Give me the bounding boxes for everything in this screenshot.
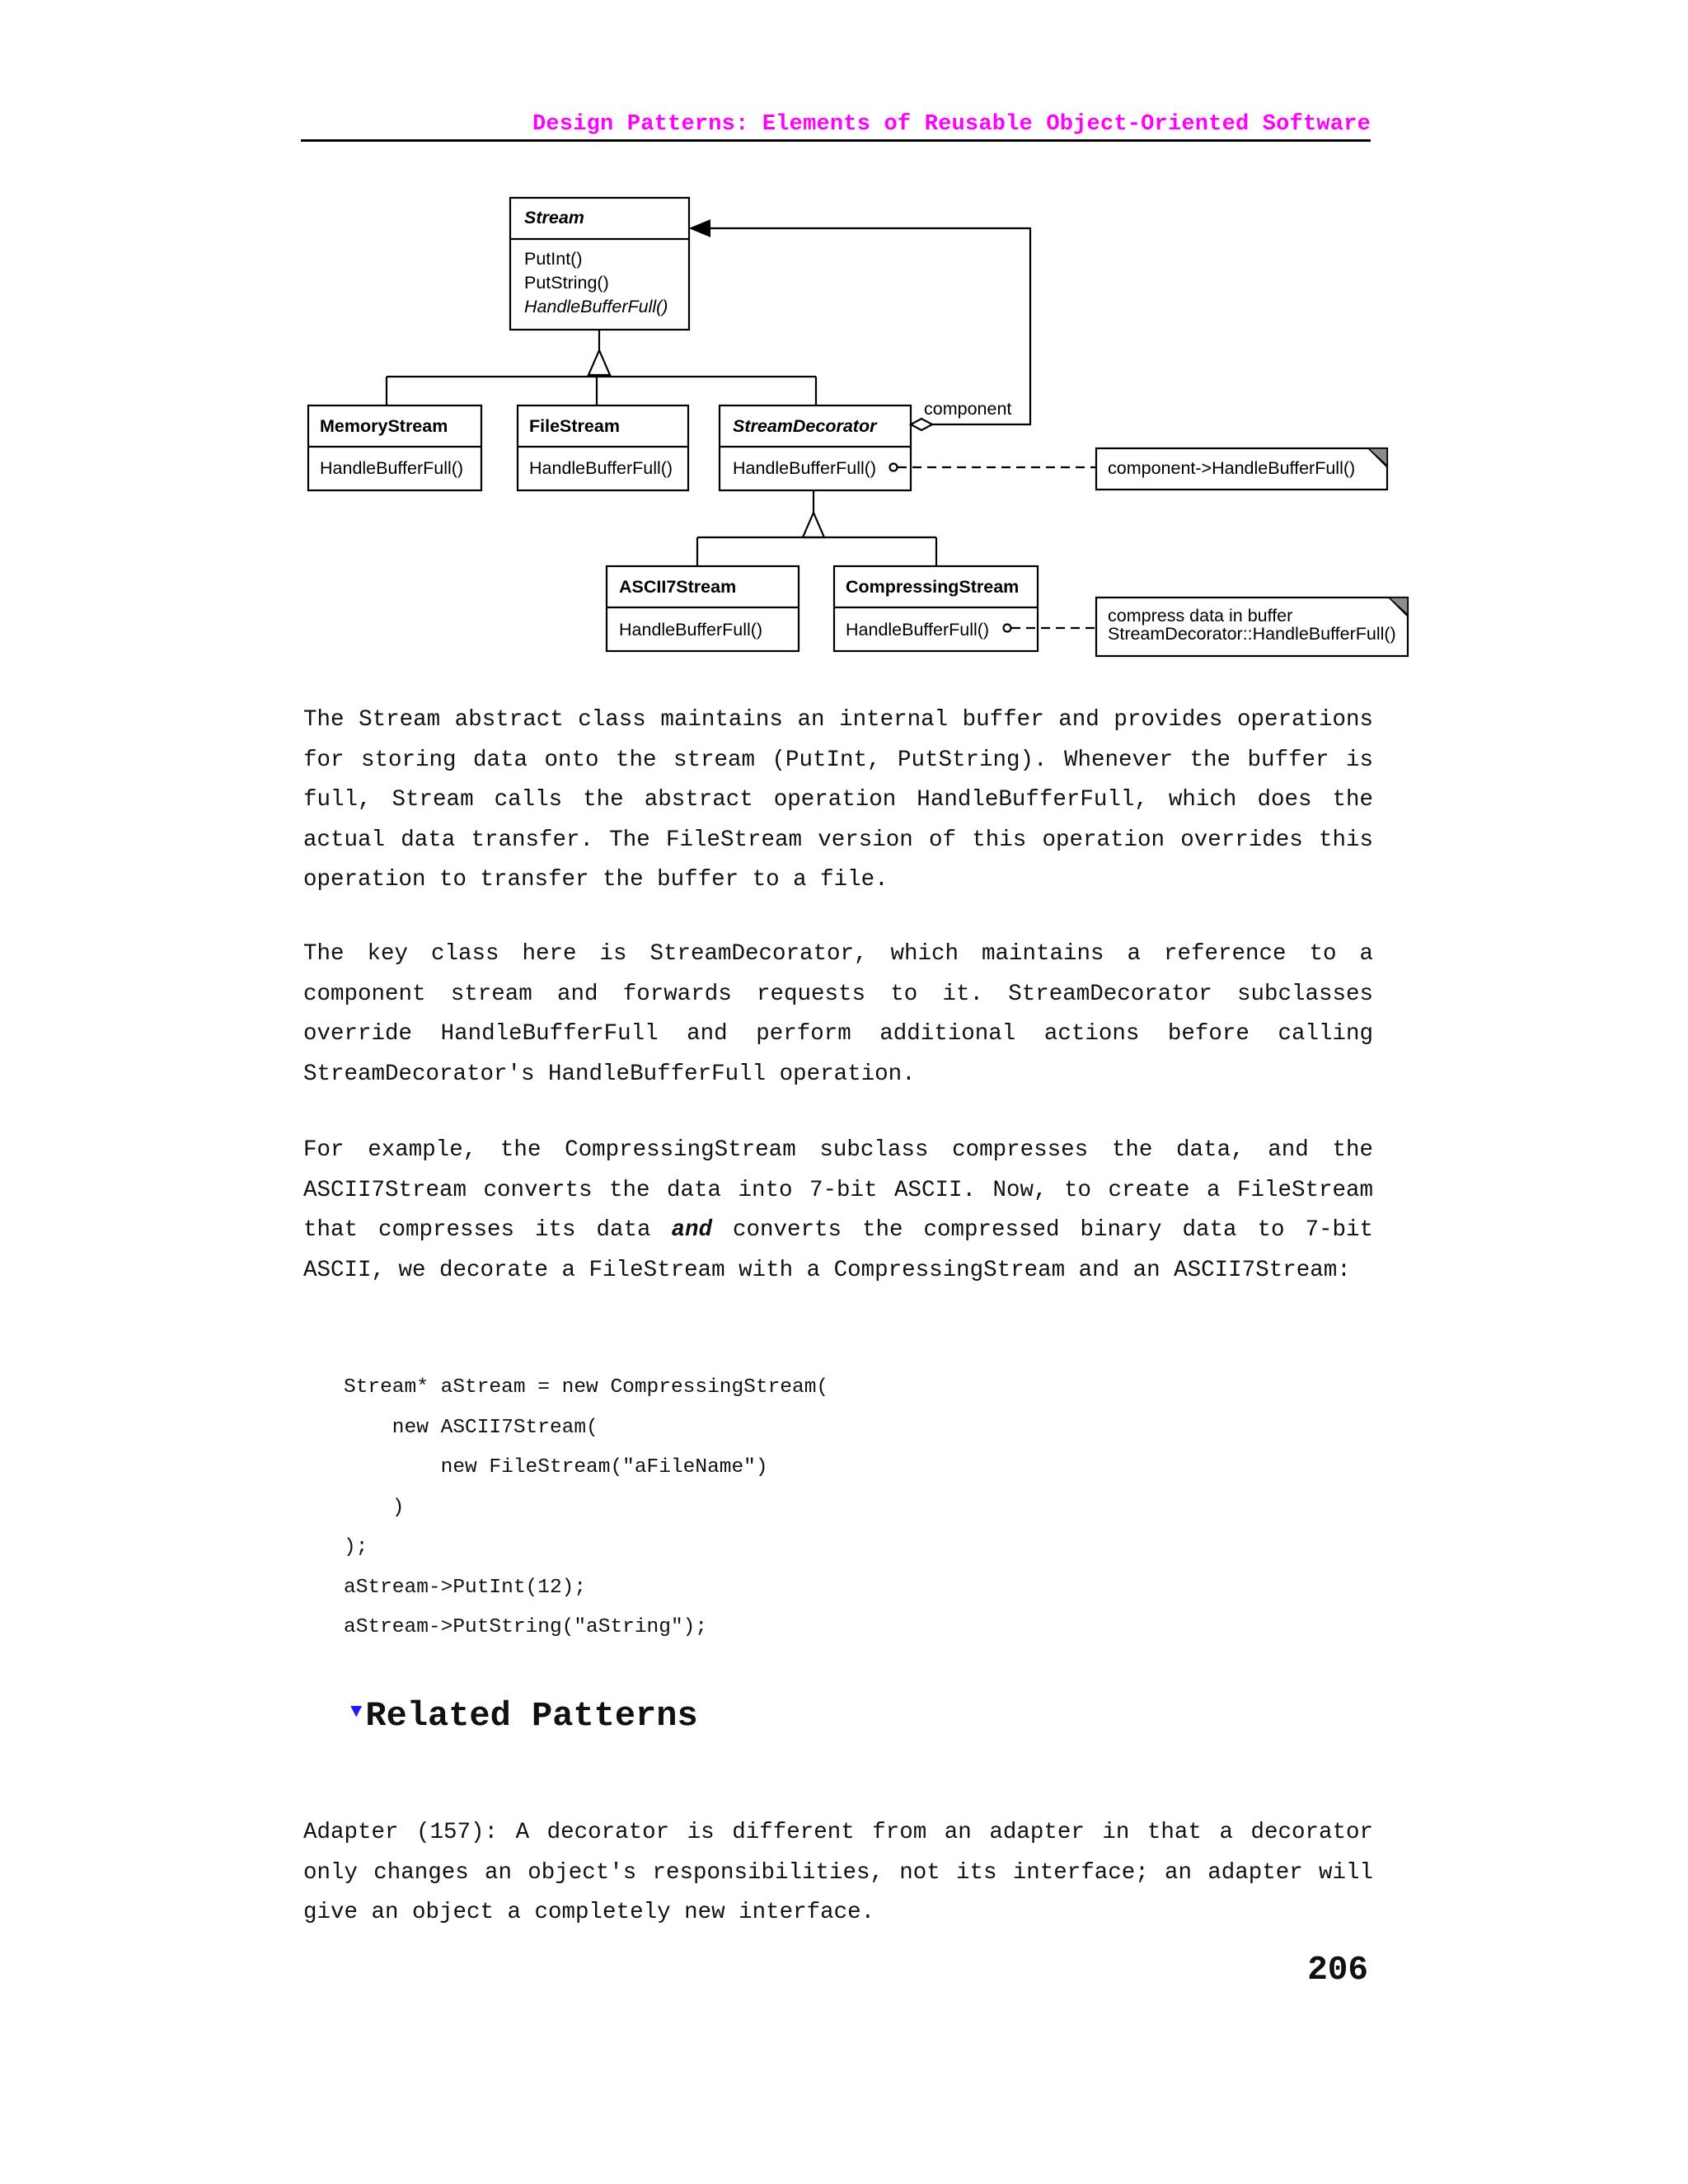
- code-line: new FileStream("aFileName"): [344, 1456, 768, 1479]
- filestream-op: HandleBufferFull(): [529, 458, 673, 478]
- paragraph-stream-description: The Stream abstract class maintains an internal buffer and provides operations for storing data onto the stream (PutInt, PutString). Whenever the buffer is full, Stream calls the abstract operation HandleBufferFull, which does the actual data transfer. The FileStream version of this operation overrides this operation to transfer the buffer to a file.: [303, 707, 1373, 893]
- paragraph-example-part1: For example, the CompressingStream subclass compresses the data, and the ASCII7Stream converts the data into 7-bit ASCII. Now, to create a FileStream that compresses its data: [303, 1137, 1373, 1243]
- emphasis-and: and: [671, 1217, 713, 1243]
- aggregation-diamond: [911, 419, 932, 430]
- code-line: aStream->PutInt(12);: [344, 1576, 587, 1599]
- stream-class-name: Stream: [524, 208, 584, 227]
- paragraph-example: [303, 1131, 1373, 1291]
- component-label: component: [924, 399, 1012, 419]
- compress-note-line1: compress data in buffer: [1108, 606, 1293, 626]
- compress-note-line2: StreamDecorator::HandleBufferFull(): [1108, 624, 1396, 644]
- code-block: [344, 1368, 828, 1648]
- class-diagram: [305, 190, 1426, 668]
- paragraph-streamdecorator: The key class here is StreamDecorator, which maintains a reference to a component stream and forwards requests to it. StreamDecorator subclasses override HandleBufferFull and perform additional actions before calling StreamDecorator's HandleBufferFull operation.: [303, 941, 1373, 1087]
- stream-op-putstring: PutString(): [524, 273, 609, 293]
- paragraph-adapter: Adapter (157): A decorator is different from an adapter in that a decorator only changes an object's responsibilities, not its interface; an adapter will give an object a completely new interface.: [303, 1820, 1373, 1925]
- section-heading-related-patterns: [350, 1696, 698, 1746]
- code-line: aStream->PutString("aString");: [344, 1616, 708, 1638]
- decorator-note-text: component->HandleBufferFull(): [1108, 458, 1356, 478]
- code-line: );: [344, 1536, 368, 1558]
- memorystream-op: HandleBufferFull(): [320, 458, 464, 478]
- memorystream-class-name: MemoryStream: [320, 416, 448, 436]
- header-rule: [301, 139, 1371, 142]
- page-number: 206: [1307, 1952, 1368, 1990]
- streamdecorator-op: HandleBufferFull(): [733, 458, 877, 478]
- stream-op-putint: PutInt(): [524, 249, 583, 269]
- paragraph-example-part2: converts the compressed binary data to 7-bit ASCII, we decorate a FileStream with a CompressingStream and an ASCII7Stream:: [303, 1217, 1373, 1283]
- section-title: Related Patterns: [365, 1696, 698, 1736]
- running-header: Design Patterns: Elements of Reusable Object-Oriented Software: [532, 112, 1371, 137]
- filestream-class-name: FileStream: [529, 416, 620, 436]
- ascii7stream-op: HandleBufferFull(): [619, 620, 763, 640]
- stream-op-handlebufferfull: HandleBufferFull(): [524, 297, 668, 316]
- compressingstream-class-name: CompressingStream: [846, 577, 1020, 597]
- code-line: new ASCII7Stream(: [344, 1416, 598, 1439]
- compressingstream-op: HandleBufferFull(): [846, 620, 990, 640]
- inheritance-triangle: [588, 350, 610, 375]
- triangle-bullet-icon[interactable]: ▼: [350, 1701, 363, 1723]
- ascii7stream-class-name: ASCII7Stream: [619, 577, 737, 597]
- inheritance-triangle-2: [803, 513, 824, 537]
- code-line: ): [344, 1496, 405, 1519]
- streamdecorator-class-name: StreamDecorator: [733, 416, 877, 436]
- code-line: Stream* aStream = new CompressingStream(: [344, 1376, 829, 1399]
